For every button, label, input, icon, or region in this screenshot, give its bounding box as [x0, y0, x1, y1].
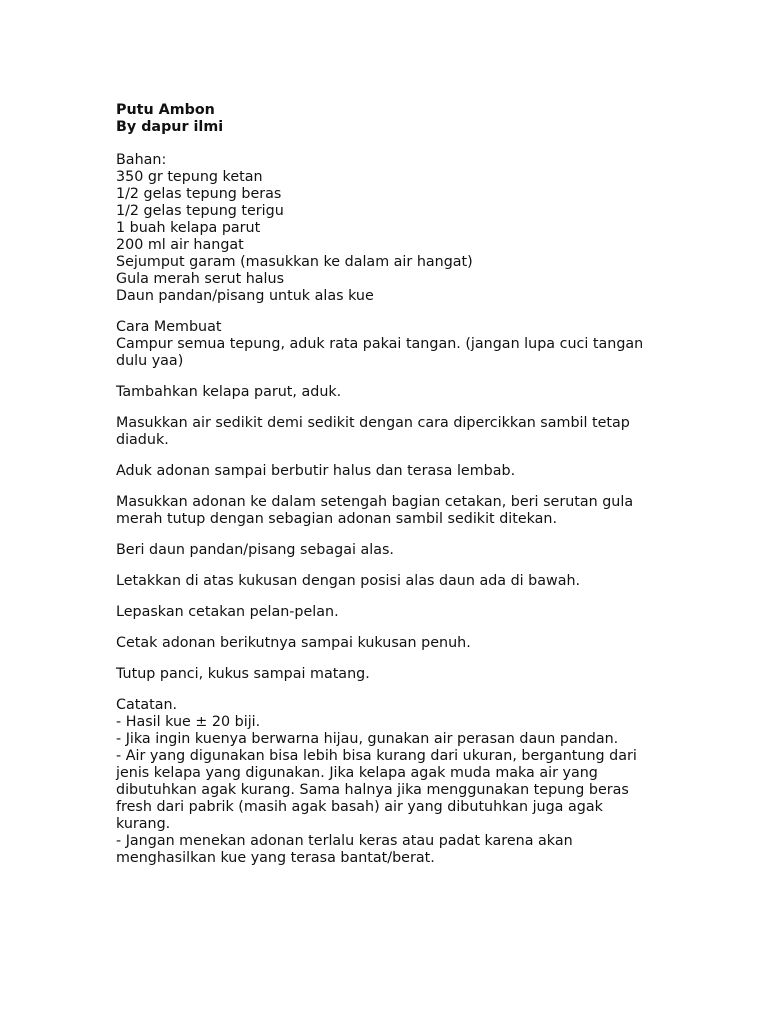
notes-heading: Catatan.: [116, 697, 178, 713]
method-step: Tutup panci, kukus sampai matang.: [116, 666, 370, 682]
ingredient-item: 1 buah kelapa parut: [116, 220, 261, 236]
notes-section: [116, 697, 656, 867]
note-item: - Jangan menekan adonan terlalu keras atau padat karena akan menghasilkan kue yang terasa bantat/berat.: [116, 833, 578, 866]
method-step: Masukkan air sedikit demi sedikit dengan cara dipercikkan sambil tetap diaduk.: [116, 415, 630, 448]
method-step: Campur semua tepung, aduk rata pakai tangan. (jangan lupa cuci tangan dulu yaa): [116, 336, 644, 369]
ingredients-section: [116, 152, 656, 305]
method-step: Masukkan adonan ke dalam setengah bagian cetakan, beri serutan gula merah tutup dengan sebagian adonan sambil sedikit ditekan.: [116, 494, 634, 527]
method-step: Letakkan di atas kukusan dengan posisi alas daun ada di bawah.: [116, 573, 581, 589]
ingredient-item: 1/2 gelas tepung beras: [116, 186, 282, 202]
method-step: Tambahkan kelapa parut, aduk.: [116, 384, 342, 400]
method-section: [116, 319, 656, 683]
method-heading: Cara Membuat: [116, 319, 222, 335]
ingredient-item: 1/2 gelas tepung terigu: [116, 203, 284, 219]
ingredient-item: Daun pandan/pisang untuk alas kue: [116, 288, 374, 304]
note-item: - Air yang digunakan bisa lebih bisa kurang dari ukuran, bergantung dari jenis kelapa yang digunakan. Jika kelapa agak muda maka air yang dibutuhkan agak kurang. Sama halnya jika menggunakan tepung beras fresh dari pabrik (masih agak basah) air yang dibutuhkan juga agak kurang.: [116, 748, 642, 832]
ingredient-item: Gula merah serut halus: [116, 271, 285, 287]
note-item: - Hasil kue ± 20 biji.: [116, 714, 261, 730]
method-step: Aduk adonan sampai berbutir halus dan terasa lembab.: [116, 463, 516, 479]
recipe-title: Putu Ambon: [116, 102, 215, 118]
method-step: Lepaskan cetakan pelan-pelan.: [116, 604, 339, 620]
note-item: - Jika ingin kuenya berwarna hijau, gunakan air perasan daun pandan.: [116, 731, 619, 747]
recipe-author: By dapur ilmi: [116, 119, 224, 135]
method-step: Cetak adonan berikutnya sampai kukusan penuh.: [116, 635, 471, 651]
ingredient-item: 200 ml air hangat: [116, 237, 244, 253]
recipe-content: [116, 102, 656, 867]
ingredients-heading: Bahan:: [116, 152, 167, 168]
ingredient-item: Sejumput garam (masukkan ke dalam air hangat): [116, 254, 473, 270]
method-step: Beri daun pandan/pisang sebagai alas.: [116, 542, 394, 558]
ingredient-item: 350 gr tepung ketan: [116, 169, 263, 185]
